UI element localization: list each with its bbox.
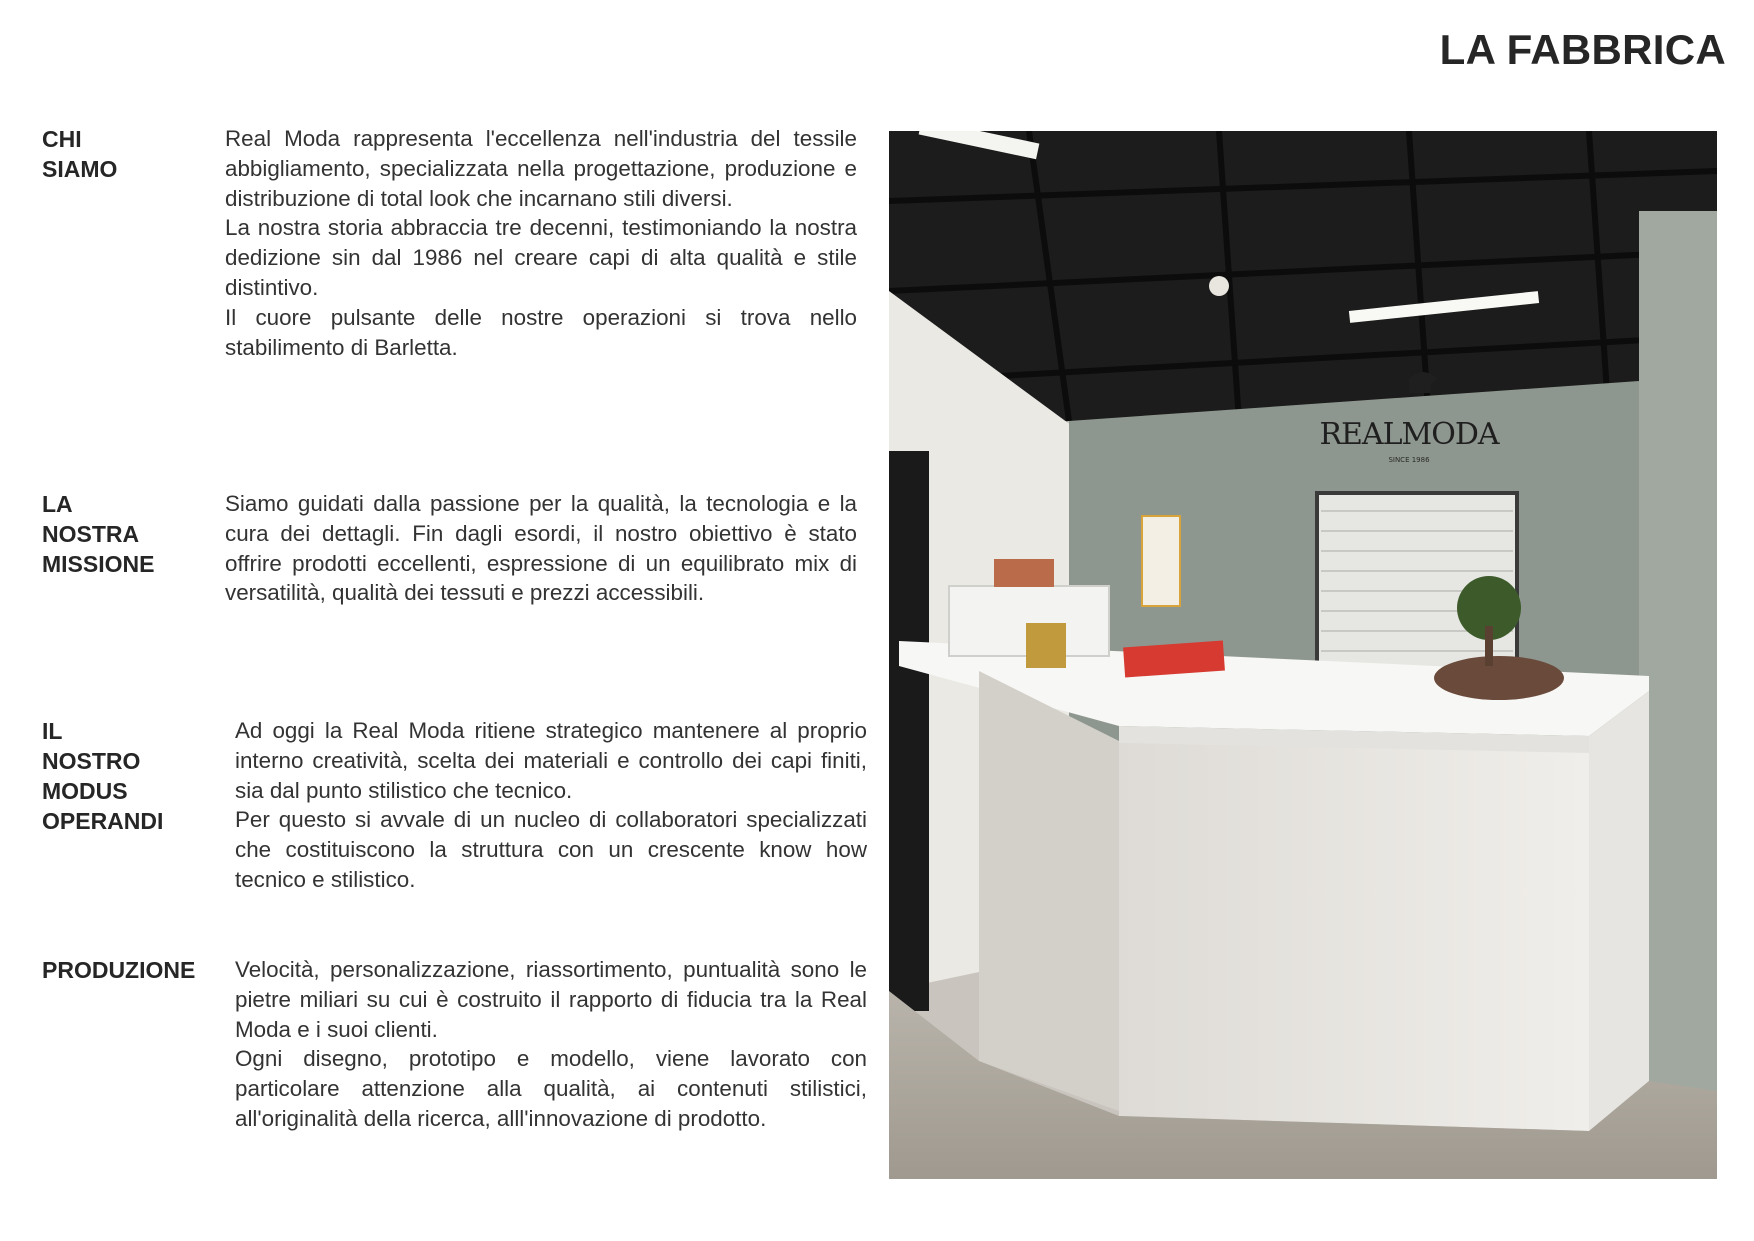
gold-can bbox=[1026, 623, 1066, 668]
desk-front bbox=[979, 671, 1119, 1111]
section-body bbox=[235, 716, 867, 895]
page-title: LA FABBRICA bbox=[1439, 26, 1726, 73]
paragraph: Siamo guidati dalla passione per la qualità, la tecnologia e la cura dei dettagli. Fin dagli esordi, il nostro obiettivo è stato offrire prodotti eccellenti, espressione di un equilibrato mix di versatilità, qualità dei tessuti e prezzi accessibili. bbox=[225, 491, 857, 606]
logo-text: REALMODA bbox=[1319, 417, 1499, 452]
box bbox=[994, 559, 1054, 587]
desk-front bbox=[1119, 743, 1589, 1131]
section-label: PRODUZIONE bbox=[42, 957, 196, 983]
wall-poster bbox=[1142, 516, 1180, 606]
paragraph: Il cuore pulsante delle nostre operazioni si trova nello stabilimento di Barletta. bbox=[225, 304, 857, 360]
section-label: LA NOSTRA MISSIONE bbox=[42, 491, 155, 577]
bonsai-bowl bbox=[1434, 656, 1564, 700]
desk-side bbox=[1589, 691, 1649, 1131]
section-body bbox=[235, 955, 867, 1134]
section-label: CHI SIAMO bbox=[42, 126, 118, 182]
paragraph: Ogni disegno, prototipo e modello, viene lavorato con particolare attenzione alla qualità, ai contenuti stilistici, all'originalità della ricerca, alll'innovazione di prodotto. bbox=[235, 1046, 867, 1131]
section-label: IL NOSTRO MODUS OPERANDI bbox=[42, 718, 164, 834]
bonsai-trunk bbox=[1485, 626, 1493, 666]
reception-photo bbox=[889, 131, 1717, 1179]
paragraph: Real Moda rappresenta l'eccellenza nell'industria del tessile abbigliamento, specializzata nella progettazione, produzione e distribuzione di total look che incarnano stili diversi. bbox=[225, 126, 857, 211]
right-wall bbox=[1639, 211, 1717, 1111]
paragraph: Velocità, personalizzazione, riassortimento, puntualità sono le pietre miliari su cui è costruito il rapporto di fiducia tra la Real Moda e i suoi clienti. bbox=[235, 957, 867, 1042]
section-body bbox=[225, 124, 857, 362]
logo-tagline: SINCE 1986 bbox=[1388, 456, 1430, 464]
reception-illustration bbox=[889, 131, 1717, 1179]
section-body bbox=[225, 489, 857, 608]
paragraph: Ad oggi la Real Moda ritiene strategico mantenere al proprio interno creatività, scelta dei materiali e controllo dei capi finiti, sia dal punto stilistico che tecnico. bbox=[235, 718, 867, 803]
paragraph: La nostra storia abbraccia tre decenni, testimoniando la nostra dedizione sin dal 1986 nel creare capi di alta qualità e stile distintivo. bbox=[225, 215, 857, 300]
paragraph: Per questo si avvale di un nucleo di collaboratori specializzati che costituiscono la struttura con un crescente know how tecnico e stilistico. bbox=[235, 807, 867, 892]
downlight bbox=[1209, 276, 1229, 296]
doorway bbox=[889, 451, 929, 1011]
